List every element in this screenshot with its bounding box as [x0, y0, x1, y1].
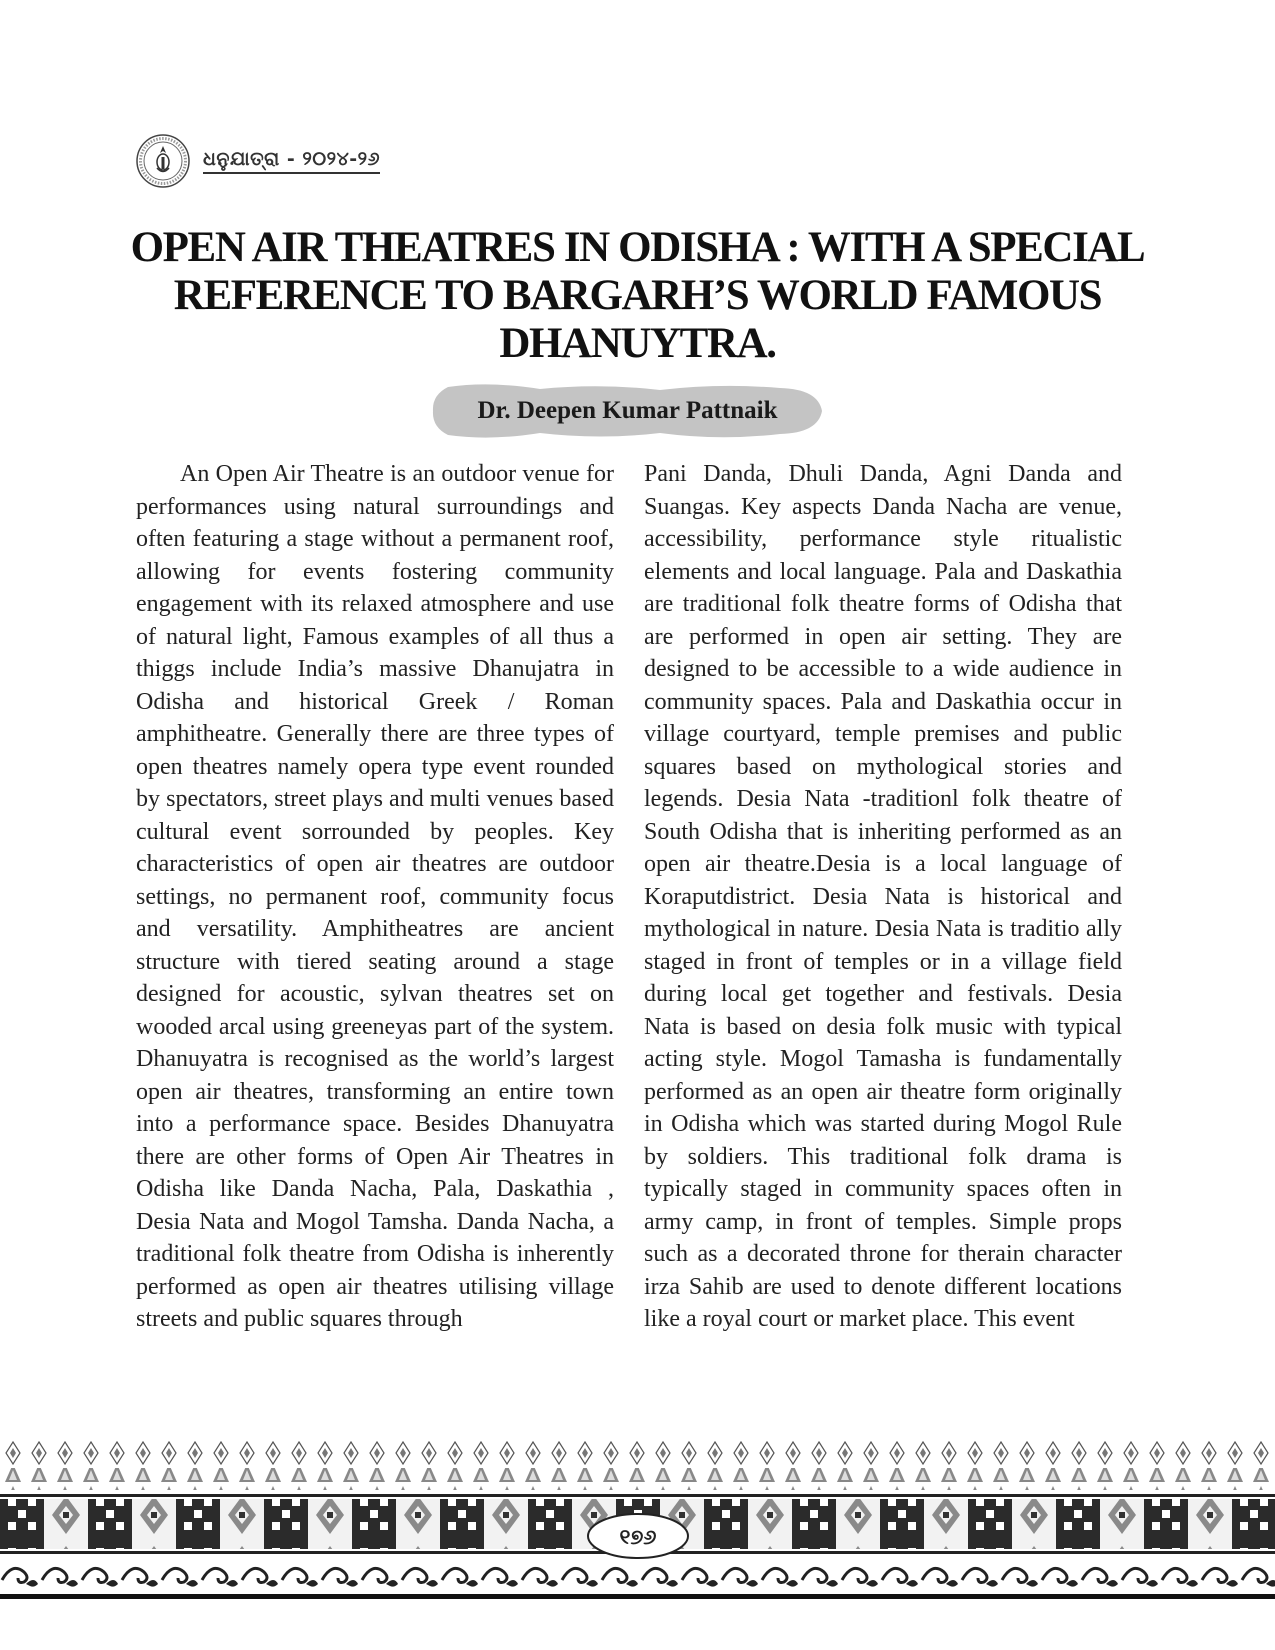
article-column-left: [136, 458, 614, 1336]
journal-header: [135, 133, 380, 189]
article-title: OPEN AIR THEATRES IN ODISHA : WITH A SPECIAL REFERENCE TO BARGARH’S WORLD FAMOUS DHANUYTRA.: [130, 224, 1145, 367]
body-paragraph-left: An Open Air Theatre is an outdoor venue for performances using natural surroundings and often featuring a stage without a permanent roof, allowing for events fostering community engagement with its relaxed atmosphere and use of natural light, Famous examples of all thus a thiggs include India’s massive Dhanujatra in Odisha and historical Greek / Roman amphitheatre. Generally there are three types of open theatres namely opera type event rounded by spectators, street plays and multi venues based cultural event sorrounded by peoples. Key characteristics of open air theatres are outdoor settings, no permanent roof, community focus and versatility. Amphitheatres are ancient structure with tiered seating around a stage designed for acoustic, sylvan theatres set on wooded arcal using greeneyas part of the system. Dhanuyatra is recognised as the world’s largest open air theatres, transforming an entire town into a performance space. Besides Dhanuyatra there are other forms of Open Air Theatres in Odisha like Danda Nacha, Pala, Daskathia , Desia Nata and Mogol Tamsha. Danda Nacha, a traditional folk theatre from Odisha is inherently performed as open air theatres utilising village streets and public squares through: [136, 461, 614, 1332]
journal-title: ଧନୁଯାତ୍ରା - ୨୦୨୪-୨୬: [203, 148, 380, 174]
author-name: Dr. Deepen Kumar Pattnaik: [477, 397, 778, 424]
body-paragraph-right: Pani Danda, Dhuli Danda, Agni Danda and Suangas. Key aspects Danda Nacha are venue, accessibility, performance style ritualistic elements and local language. Pala and Daskathia are traditional folk theatre forms of Odisha that are performed in open air setting. They are designed to be accessible to a wide audience in community spaces. Pala and Daskathia occur in village courtyard, temple premises and public squares based on mythological stories and legends. Desia Nata -traditionl folk theatre of South Odisha that is inheriting performed as an open air theatre.Desia is a local language of Koraputdistrict. Desia Nata is historical and mythological in nature. Desia Nata is traditio ally staged in front of temples or in a village field during local get together and festivals. Desia Nata is based on desia folk music with typical acting style. Mogol Tamasha is fundamentally performed as an open air theatre form originally in Odisha which was started during Mogol Rule by soldiers. This traditional folk drama is typically staged in community spaces often in army camp, in front of temples. Simple props such as a decorated throne for therain character irza Sahib are used to denote different locations like a royal court or market place. This event: [644, 461, 1122, 1332]
article-column-right: [644, 458, 1122, 1336]
page-number: ୧୭୬: [619, 1525, 657, 1549]
author-band: [430, 381, 825, 441]
organization-seal-icon: [135, 133, 191, 189]
